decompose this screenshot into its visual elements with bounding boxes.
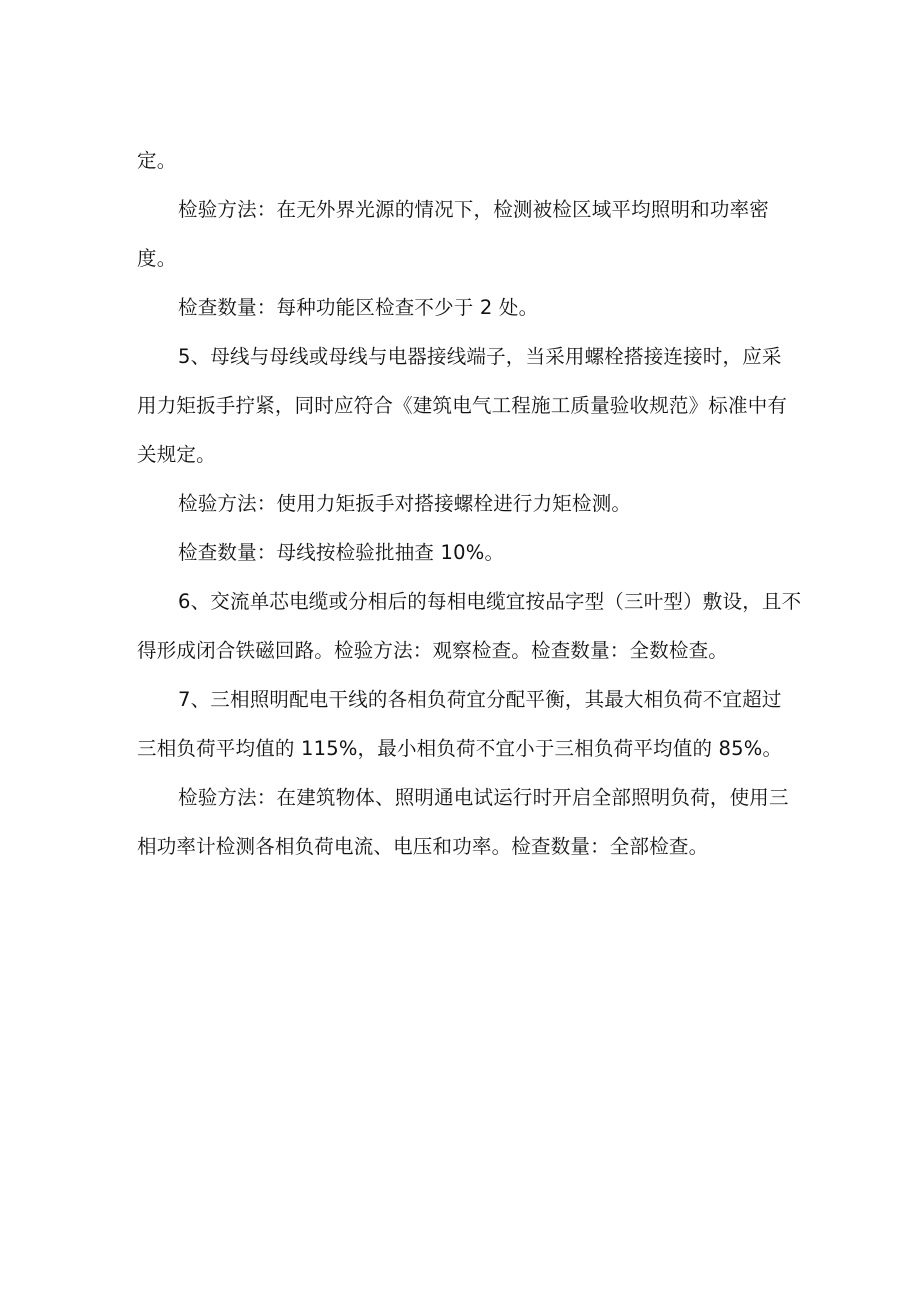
text-line-5: 5、母线与母线或母线与电器接线端子，当采用螺栓搭接连接时，应采 xyxy=(178,345,782,368)
text-line-11: 得形成闭合铁磁回路。检验方法：观察检查。检查数量：全数检查。 xyxy=(137,639,729,662)
text-line-3: 度。 xyxy=(137,247,177,270)
text-line-7: 关规定。 xyxy=(137,443,216,466)
text-line-15: 相功率计检测各相负荷电流、电压和功率。检查数量：全部检查。 xyxy=(137,835,709,858)
document-body xyxy=(137,136,802,871)
text-line-13: 三相负荷平均值的 115%，最小相负荷不宜小于三相负荷平均值的 85%。 xyxy=(137,737,783,760)
text-line-8: 检验方法：使用力矩扳手对搭接螺栓进行力矩检测。 xyxy=(178,492,632,515)
text-line-10: 6、交流单芯电缆或分相后的每相电缆宜按品字型（三叶型）敷设，且不 xyxy=(178,590,802,613)
text-line-12: 7、三相照明配电干线的各相负荷宜分配平衡，其最大相负荷不宜超过 xyxy=(178,688,782,711)
text-line-4: 检查数量：每种功能区检查不少于 2 处。 xyxy=(178,296,539,319)
text-line-14: 检验方法：在建筑物体、照明通电试运行时开启全部照明负荷，使用三 xyxy=(178,786,789,809)
text-line-9: 检查数量：母线按检验批抽查 10%。 xyxy=(178,541,505,564)
text-line-2: 检验方法：在无外界光源的情况下，检测被检区域平均照明和功率密 xyxy=(178,198,770,221)
text-line-1: 定。 xyxy=(137,149,177,172)
text-line-6: 用力矩扳手拧紧，同时应符合《建筑电气工程施工质量验收规范》标准中有 xyxy=(137,394,788,417)
